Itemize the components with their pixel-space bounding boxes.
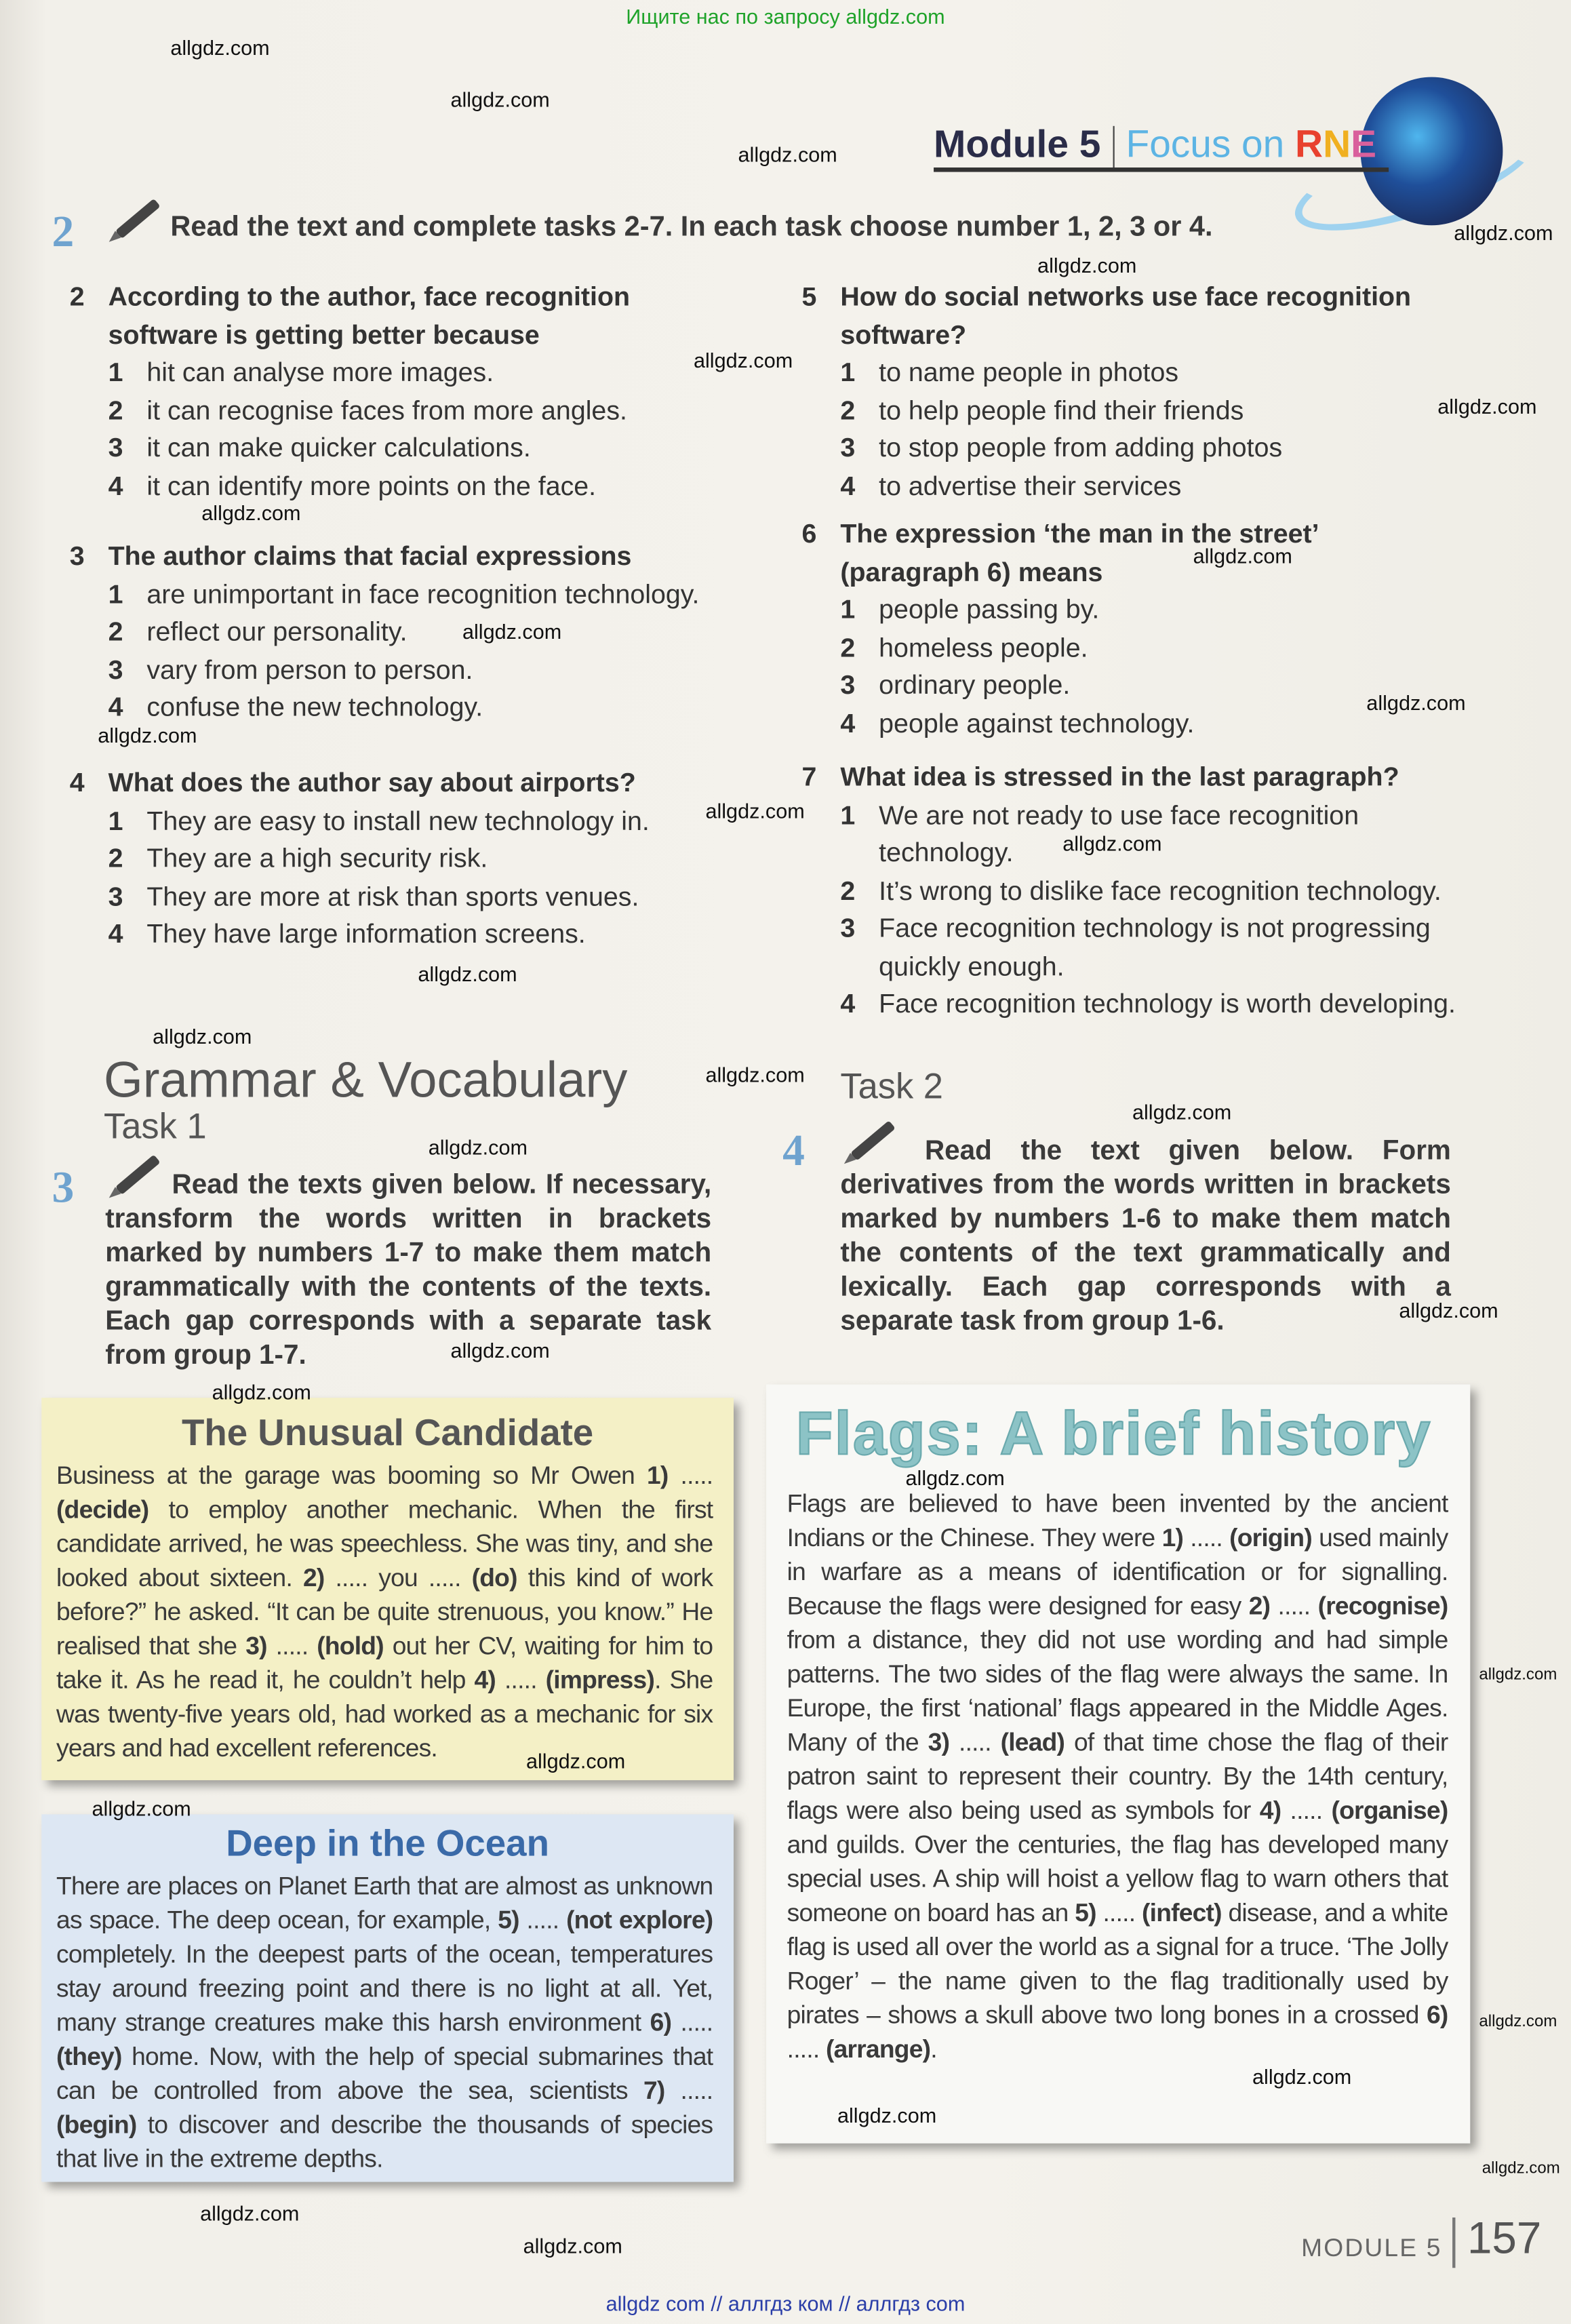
gap-cue: 1) [1161,1524,1184,1552]
option-number: 4 [108,919,123,949]
text-segment: of that time chose the flag of their patron saint to represent their country. By the 14th century, flags were also being used as symbols for [787,1728,1448,1825]
question-stem [801,516,1463,554]
watermark: allgdz.com [905,1465,1005,1490]
gap-cue: (they) [56,2043,122,2071]
task2-label: Task 2 [840,1067,943,1107]
option-text: people passing by. [879,594,1100,625]
page-number: 157 [1467,2214,1542,2264]
option-text: it can recognise faces from more angles. [146,395,627,425]
watermark: allgdz.com [418,962,517,986]
option-number: 1 [108,805,123,835]
option-text: to stop people from adding photos [879,433,1283,462]
option-text: homeless people. [879,632,1088,662]
text-segment: disease, and a white flag is used all over the world as a signal for a truce. ‘The Jolly Roger’ – the name given to the flag traditionally used by pirates – shows a skull above two long bones in a crossed [787,1899,1448,2030]
pencil-icon [115,199,161,239]
option-text: Face recognition technology is worth developing. [879,988,1456,1019]
option-text: ordinary people. [879,669,1071,700]
answer-option[interactable] [108,392,731,430]
question-stem [69,765,731,803]
text-segment: ..... [519,1906,567,1935]
stem-text: How do social networks use face recognition [840,281,1412,312]
gap-cue: 4) [1259,1796,1281,1825]
option-number: 3 [108,654,123,684]
search-banner[interactable]: Ищите нас по запросу allgdz.com [626,4,945,28]
watermark: allgdz.com [462,619,562,644]
footer-module-label: MODULE 5 [1301,2234,1442,2262]
watermark: allgdz.com [92,1796,191,1821]
watermark: allgdz.com [1062,831,1162,856]
text-segment: home. Now, with the help of special submarines that can be controlled from above the sea, scientists [56,2043,713,2105]
option-text: to help people find their friends [879,395,1244,425]
stem-text: What does the author say about airports? [108,768,636,797]
watermark: allgdz.com [1037,253,1137,277]
gap-cue: 6) [1427,2001,1448,2030]
gap-cue: (begin) [56,2110,137,2140]
footer-divider [1452,2218,1455,2268]
answer-option[interactable] [840,591,1463,629]
watermark: allgdz.com [200,2201,300,2225]
text-segment: ..... [1270,1592,1318,1621]
option-number: 3 [840,433,856,462]
text-segment: . She was twenty-five years old, had worked as a mechanic for six years and had excellent references. [56,1666,713,1762]
gap-cue: (do) [471,1564,517,1592]
question-number: 6 [801,519,817,549]
question-stem [801,279,1463,317]
text-segment: . [930,2035,937,2064]
rne-e: E [1351,121,1377,166]
watermark: allgdz.com [450,87,550,111]
option-number: 1 [840,800,856,829]
watermark: allgdz.com [170,35,270,60]
gap-cue: 7) [643,2076,665,2105]
watermark: allgdz.com [1252,2064,1352,2089]
question-stem [840,317,1463,355]
text-segment: ..... [496,1666,546,1695]
option-number: 3 [840,913,856,943]
gap-cue: (organise) [1331,1796,1448,1825]
rne-r: R [1295,121,1324,166]
question-number: 5 [801,281,817,312]
gap-cue: (origin) [1229,1524,1312,1552]
text-segment: completely. In the deepest parts of the ocean, temperatures stay around freezing point and there is no light at all. Yet, many strange creatures make this harsh environment [56,1940,713,2037]
watermark: allgdz.com [428,1135,528,1160]
text-segment: ..... [664,2076,713,2105]
option-number: 4 [840,988,856,1019]
option-text: They have large information screens. [146,919,586,949]
option-number: 2 [108,843,123,873]
gap-cue: 3) [245,1632,267,1661]
question-number: 7 [801,762,817,792]
option-text: vary from person to person. [146,654,473,684]
text-segment: Flags are believed to have been invented by the ancient Indians or the Chinese. They were [787,1489,1448,1552]
text-segment: ..... [1281,1796,1332,1825]
option-number: 4 [840,707,856,738]
text-segment: from a distance, they did not use wording and had simple patterns. The two sides of the flag were always the same. In Europe, the first ‘national’ flags appeared in the Middle Ages. Many of the [787,1626,1448,1757]
text-segment: to discover and describe the thousands of species that live in the extreme depths. [56,2110,713,2173]
text-segment: ..... [1183,1524,1230,1552]
gap-cue: (arrange) [826,2035,931,2064]
option-text: to advertise their services [879,470,1182,500]
question-stem [801,759,1463,797]
gap-cue: 2) [302,1564,325,1592]
answer-option[interactable] [108,576,731,614]
option-number: 2 [108,395,123,425]
watermark: allgdz.com [705,1063,805,1087]
option-number: 3 [108,433,123,462]
watermark: allgdz.com [212,1379,311,1404]
option-text: They are more at risk than sports venues. [146,881,639,911]
text-body [56,1459,713,1765]
gap-cue: 1) [647,1461,669,1490]
answer-option[interactable] [840,430,1463,468]
answer-option[interactable] [108,614,731,652]
option-number: 1 [108,578,123,609]
watermark: allgdz.com [523,2234,622,2258]
gap-cue: (recognise) [1317,1592,1448,1621]
watermark: allgdz.com [1132,1099,1232,1124]
answer-option[interactable] [840,910,1463,985]
answer-option[interactable] [840,392,1463,430]
gap-cue: 2) [1248,1592,1271,1621]
watermark: allgdz.com [837,2103,937,2127]
watermark: allgdz.com [1399,1298,1498,1322]
text-segment: this kind of work before?” he asked. “It can be quite strenuous, you know.” He realised that she [56,1564,713,1661]
text-segment: and guilds. Over the centuries, the flag has developed many special uses. A ship will hoist a yellow flag to warn others that someone on board has an [787,1830,1448,1927]
watermark: allgdz.com [1481,2159,1560,2178]
text-segment: ..... [266,1632,317,1661]
watermark: allgdz.com [1437,394,1537,418]
text-box-unusual-candidate [41,1398,734,1780]
answer-option[interactable] [840,872,1463,910]
text-segment: ..... [668,1461,713,1490]
question-stem [69,538,731,576]
answer-option[interactable] [108,652,731,690]
option-text: confuse the new technology. [146,692,483,722]
option-number: 2 [840,875,856,905]
divider [1113,126,1114,168]
task1-label: Task 1 [104,1107,207,1147]
gap-cue: 5) [498,1906,519,1935]
option-text: They are easy to install new technology in. [146,805,650,835]
question-stem [840,553,1463,591]
question-number: 4 [69,768,85,797]
answer-option[interactable] [108,354,731,392]
text-title: The Unusual Candidate [181,1413,594,1455]
watermark: allgdz.com [738,142,837,166]
option-text: reflect our personality. [146,616,407,647]
option-number: 2 [840,395,856,425]
gap-cue: (not explore) [566,1906,713,1935]
question-stem [69,279,731,317]
answer-option[interactable] [840,468,1463,506]
text-segment: There are places on Planet Earth that are almost as unknown as space. The deep ocean, for example, [56,1872,713,1935]
stem-text: (paragraph 6) means [840,556,1103,587]
option-number: 4 [108,470,123,500]
text-segment: used mainly in warfare as a means of identification or for signalling. Because the flags were designed for easy [787,1524,1448,1621]
module-header [934,121,1388,172]
watermark: allgdz.com [1479,1666,1557,1685]
text-segment: ..... [671,2008,713,2037]
option-number: 1 [108,357,123,387]
rne-n: N [1323,121,1351,166]
exercise-instruction: Read the texts given below. If necessary, transform the words written in brackets marked by numbers 1-7 to make them match grammatically with the contents of the texts. Each gap corresponds with a separate task from group 1-7. [105,1168,712,1370]
text-title: Flags: A brief history [795,1399,1432,1468]
question-2 [69,279,731,505]
option-number: 2 [840,632,856,662]
text-box-deep-ocean [41,1814,734,2182]
option-text: hit can analyse more images. [146,357,494,387]
option-text: people against technology. [879,707,1195,738]
module-title: Module 5 [934,121,1101,166]
option-number: 4 [108,692,123,722]
question-3 [69,538,731,727]
watermark: allgdz.com [525,1749,626,1773]
stem-text: software? [840,319,967,349]
text-segment: to employ another mechanic. When the first candidate arrived, he was speechless. She was tiny, and she looked about sixteen. [56,1495,713,1592]
option-text: it can identify more points on the face. [146,470,597,500]
answer-option[interactable] [840,354,1463,392]
answer-option[interactable] [108,916,731,954]
answer-option[interactable] [840,986,1463,1024]
gap-cue: (lead) [1000,1728,1065,1757]
exercise-number: 4 [782,1126,805,1176]
gap-cue: (hold) [317,1632,384,1661]
watermark: allgdz.com [1193,544,1292,568]
stem-text: The author claims that facial expressions [108,540,632,571]
gap-cue: 3) [928,1728,950,1757]
option-number: 4 [840,470,856,500]
option-text: to name people in photos [879,357,1179,387]
watermark: allgdz.com [98,723,197,747]
text-segment: ..... [949,1728,1001,1757]
gap-cue: (infect) [1142,1899,1222,1927]
option-number: 1 [840,594,856,625]
option-text: Face recognition technology is not progressing quickly enough. [879,913,1431,981]
watermark: allgdz.com [705,799,805,823]
answer-option[interactable] [108,689,731,727]
gap-cue: (impress) [545,1666,655,1695]
option-number: 1 [840,357,856,387]
question-stem [108,317,731,355]
text-body [787,1486,1448,2066]
answer-option[interactable] [840,629,1463,667]
question-number: 2 [69,281,85,312]
watermark: allgdz.com [450,1338,550,1362]
answer-option[interactable] [108,430,731,468]
text-box-flags [766,1385,1470,2144]
watermark: allgdz.com [201,500,301,525]
option-text: it can make quicker calculations. [146,433,531,462]
question-7 [801,759,1463,1023]
stem-text: According to the author, face recognition [108,281,631,312]
text-segment: ..... [787,2035,827,2064]
stem-text: software is getting better because [108,319,540,349]
exercise-number: 3 [52,1163,75,1213]
stem-text: The expression ‘the man in the street’ [840,519,1319,549]
text-segment: Business at the garage was booming so Mr Owen [56,1461,648,1490]
question-5 [801,279,1463,505]
watermark: allgdz.com [693,348,793,372]
gap-cue: (decide) [56,1495,149,1524]
option-text: are unimportant in face recognition technology. [146,578,700,609]
text-segment: ..... you ..... [324,1564,472,1592]
stem-text: What idea is stressed in the last paragraph? [840,762,1399,792]
text-segment: ..... [1096,1899,1142,1927]
option-text: We are not ready to use face recognition technology. [879,800,1359,867]
watermark: allgdz.com [1366,690,1466,715]
watermark: allgdz.com [153,1024,252,1048]
option-number: 3 [840,669,856,700]
option-number: 3 [108,881,123,911]
exercise-instruction: Read the text and complete tasks 2-7. In each task choose number 1, 2, 3 or 4. [170,212,1213,243]
section-heading: Grammar & Vocabulary [104,1052,628,1109]
text-body [56,1869,713,2175]
watermark: allgdz.com [1479,2013,1557,2031]
answer-option[interactable] [108,878,731,916]
text-segment: out her CV, waiting for him to take it. As he read it, he couldn’t help [56,1632,713,1695]
option-text: They are a high security risk. [146,843,488,873]
gap-cue: 6) [650,2008,672,2037]
watermark: allgdz.com [1454,220,1553,245]
answer-option[interactable] [108,840,731,878]
option-text: It’s wrong to dislike face recognition technology. [879,875,1441,905]
text-title: Deep in the Ocean [226,1823,549,1865]
exercise-instruction: Read the text given below. Form derivatives from the words written in brackets marked by numbers 1-6 to make them match the contents of the text grammatically and lexically. Each gap corresponds with a separate task from group 1-6. [840,1134,1451,1336]
question-number: 3 [69,540,85,571]
question-4 [69,765,731,954]
bottom-links[interactable]: allgdz com // аллгдз ком // аллгдз com [605,2291,966,2316]
exercise-number: 2 [52,208,75,257]
answer-option[interactable] [108,803,731,841]
answer-option[interactable] [108,468,731,506]
gap-cue: 5) [1075,1899,1096,1927]
option-number: 2 [108,616,123,647]
gap-cue: 4) [474,1666,496,1695]
focus-label: Focus on [1126,121,1296,166]
